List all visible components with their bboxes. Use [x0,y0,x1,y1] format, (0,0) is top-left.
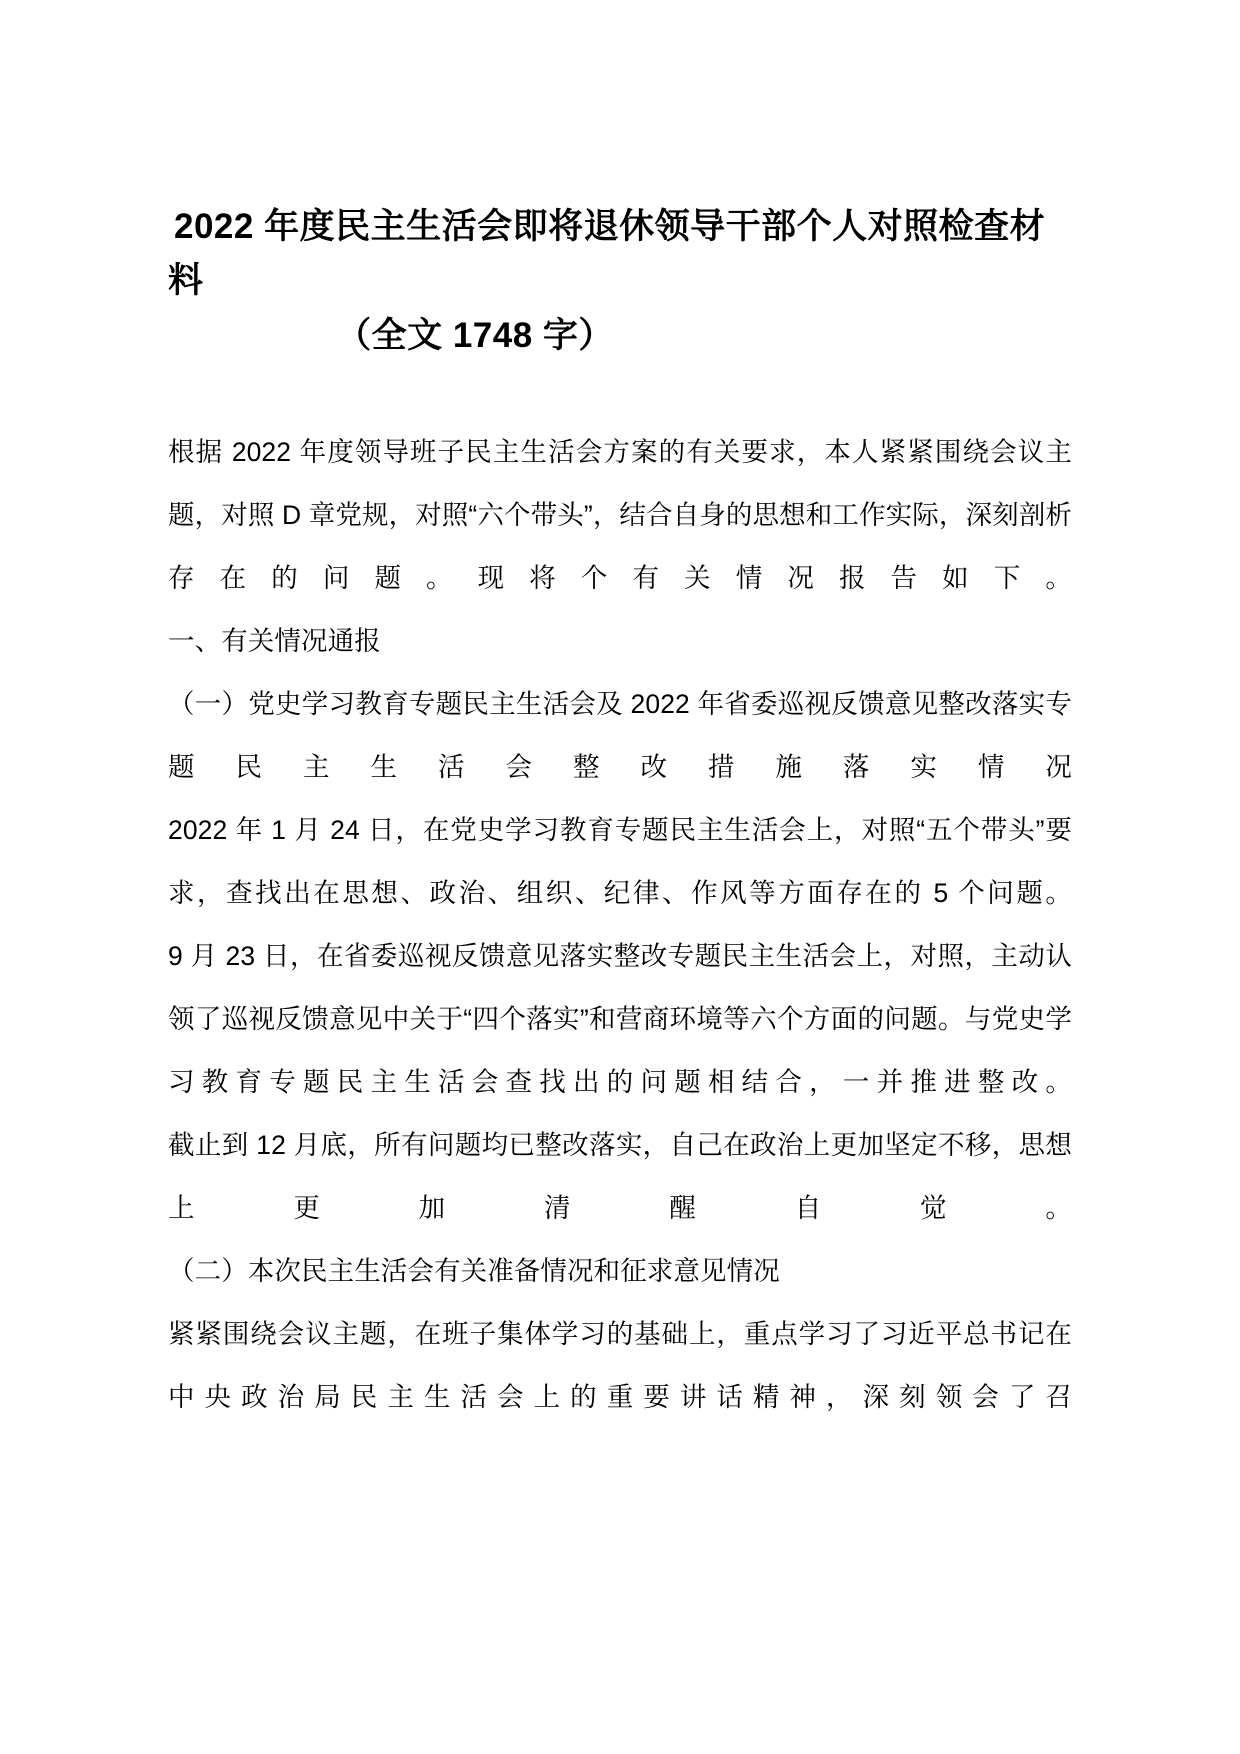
paragraph-dec: 截止到 12 月底，所有问题均已整改落实，自己在政治上更加坚定不移，思想上更加清醒自觉。 [168,1129,1072,1223]
paragraph-preparation: 紧紧围绕会议主题，在班子集体学习的基础上，重点学习了习近平总书记在中央政治局民主生活会上的重要讲话精神，深刻领会了召 [168,1318,1072,1412]
subheading-section-1-2: （二）本次民主生活会有关准备情况和征求意见情况 [168,1255,780,1286]
page-title [168,200,1072,363]
heading-section-1: 一、有关情况通报 [168,625,381,656]
paragraph-sep23: 9 月 23 日，在省委巡视反馈意见落实整改专题民主生活会上，对照，主动认领了巡视反馈意见中关于“四个落实”和营商环境等六个方面的问题。与党史学习教育专题民主生活会查找出的问题相结合，一并推进整改。 [168,940,1072,1097]
title-line-2: （全文 1748 字） [336,315,614,355]
title-line-1: 2022 年度民主生活会即将退休领导干部个人对照检查材料 [168,207,1046,301]
document-body [168,421,1072,1429]
subheading-section-1-1: （一）党史学习教育专题民主生活会及 2022 年省委巡视反馈意见整改落实专题民主生活会整改措施落实情况 [168,688,1072,782]
paragraph-intro: 根据 2022 年度领导班子民主生活会方案的有关要求，本人紧紧围绕会议主题，对照 D 章党规，对照“六个带头”，结合自身的思想和工作实际，深刻剖析存在的问题。现将个有关情况报告如下。 [168,436,1072,593]
paragraph-jan24: 2022 年 1 月 24 日，在党史学习教育专题民主生活会上，对照“五个带头”要求，查找出在思想、政治、组织、纪律、作风等方面存在的 5 个问题。 [168,814,1072,908]
